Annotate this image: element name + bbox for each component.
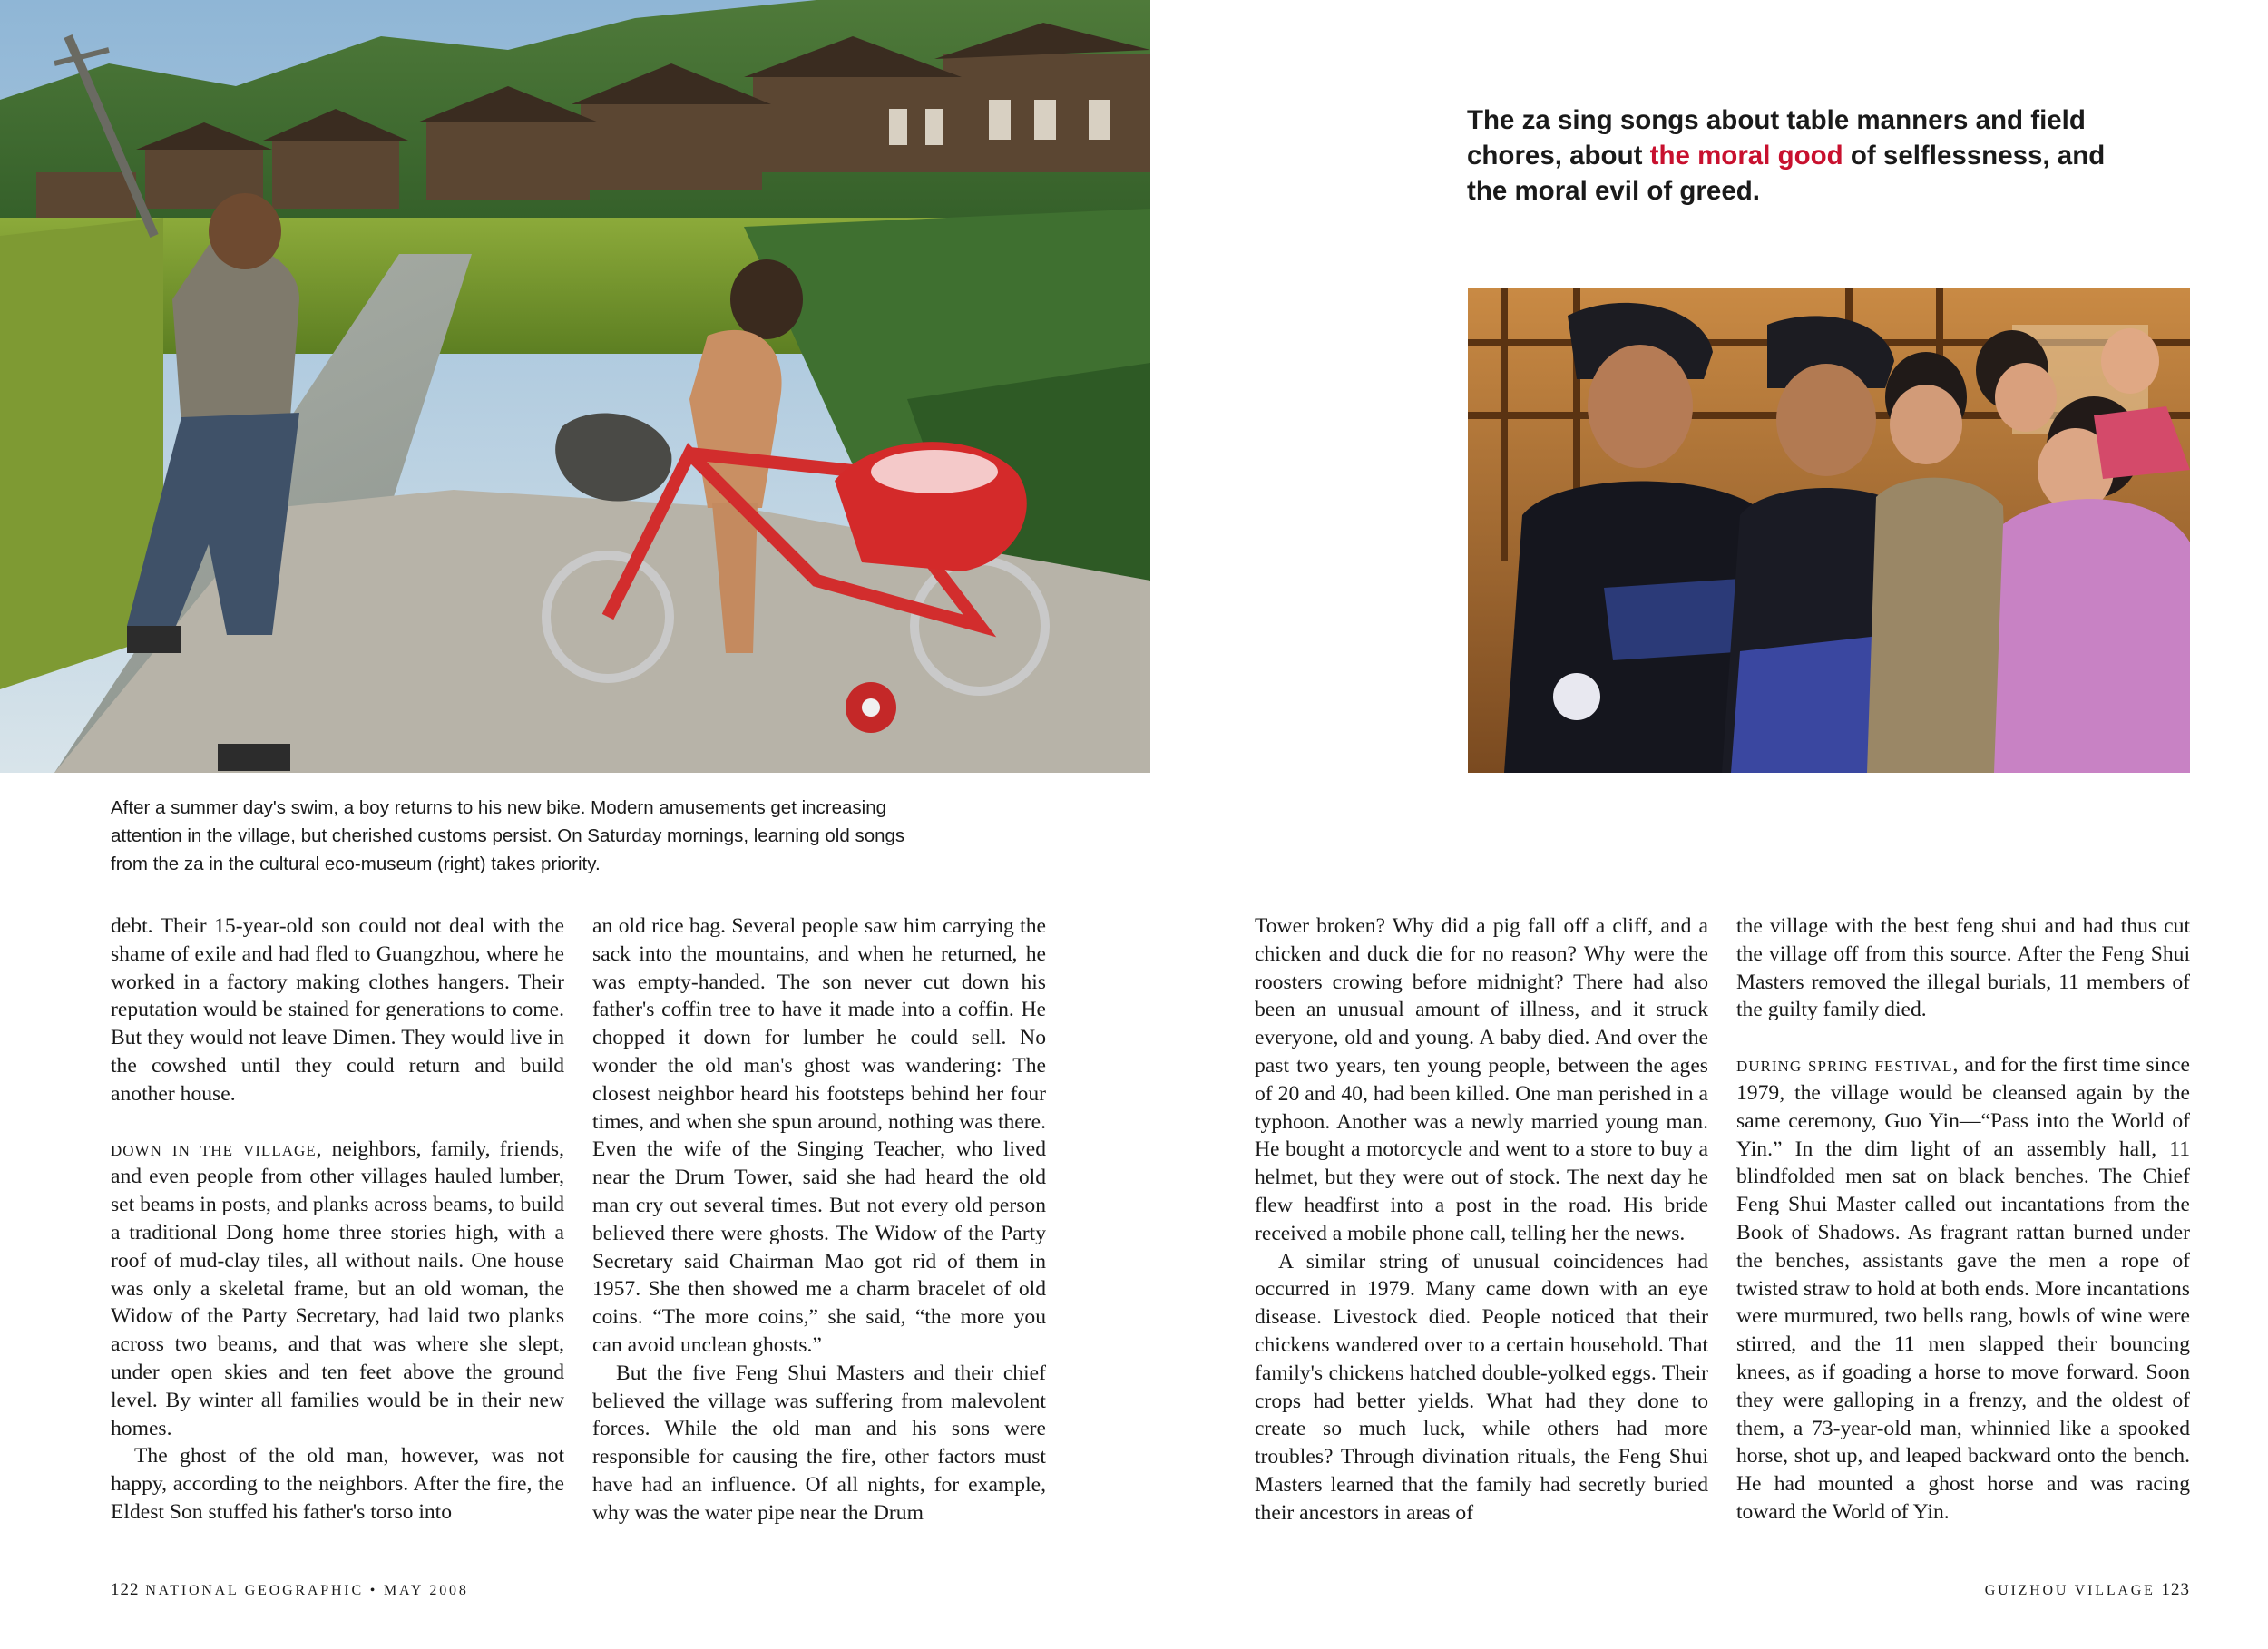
photo-boy-with-bike: [0, 0, 1150, 773]
paragraph-text: neighbors, family, friends, and even people from other villages hauled lumber, set beams in posts, and planks across beams, to build a traditional Dong home three stories high, with a roof of mud-clay tiles, all without nails. One house was only a skeletal frame, but an old woman, the Widow of the Party Secretary, had laid two planks across two beams, and that was where she slept, under open skies and ten feet above the ground level. By winter all families would be in their new homes.: [111, 1137, 564, 1440]
page-number-left: 122: [111, 1580, 140, 1599]
folio-right: [1985, 1580, 2190, 1600]
photo-boy-with-bike-art: [0, 0, 1150, 773]
photo-za-singers-art: [1468, 288, 2190, 773]
paragraph-text: and for the first time since 1979, the village would be cleansed again by the same ceremony, Guo Yin—“Pass into the World of Yin.” In the dim light of an assembly hall, 11 blindfolded men sat on black benches. The Chief Feng Shui Master called out incantations from the Book of Shadows. As fragrant rattan burned under the benches, assistants gave the men a rope of twisted straw to hold at both ends. More incantations were murmured, two bells rang, bowls of wine were stirred, and the 11 men slapped their bouncing knees, as if goading a horse to move forward. Soon they were galloping in a frenzy, and the oldest of them, a 73-year-old man, whinnied like a spooked horse, shot up, and leaped backward onto the bench. He had mounted a ghost horse and was racing toward the World of Yin.: [1736, 1053, 2190, 1524]
section-name: GUIZHOU VILLAGE: [1984, 1583, 2156, 1598]
body-column-2: [592, 912, 1046, 1527]
page-number-right: 123: [2161, 1580, 2190, 1599]
paragraph: debt. Their 15-year-old son could not deal with the shame of exile and had fled to Guangzhou, where he worked in a factory making clothes hangers. Their reputation would be stained for generations to come. But they would not leave Dimen. They would live in the cowshed until they could return and build another house.: [111, 914, 564, 1106]
body-column-3: [1255, 912, 1708, 1527]
lead-in: during spring festival,: [1736, 1053, 1960, 1078]
lead-in: down in the village,: [111, 1137, 323, 1161]
photo-za-singers: [1468, 288, 2190, 773]
paragraph: the village with the best feng shui and had thus cut the village off from this source. After the Feng Shui Masters removed the illegal burials, 11 members of the guilty family died.: [1736, 914, 2190, 1022]
paragraph: Tower broken? Why did a pig fall off a cliff, and a chicken and duck die for no reason? Why were the roosters crowing before midnight? There had also been an unusual amount of illness, and it struck everyone, old and young. A baby died. And over the past two years, ten young people, between the ages of 20 and 40, had been killed. One man perished in a typhoon. Another was a newly married young man. He bought a motorcycle and went to a store to buy a helmet, but they were out of stock. The next day he flew headfirst into a post in the road. His bride received a mobile phone call, telling her the news.: [1255, 914, 1708, 1245]
pull-quote-text-end: of selflessness, and the moral evil of greed.: [1467, 141, 2106, 206]
pull-quote: [1467, 102, 2120, 209]
body-column-4: [1736, 912, 2190, 1527]
paragraph: A similar string of unusual coincidences had occurred in 1979. Many came down with an eye disease. Livestock died. People noticed that their chickens wandered over to a certain household. That family's chickens hatched double-yolked eggs. Their crops had better yields. What had they done to create so much luck, while others had more troubles? Through divination rituals, the Feng Shui Masters learned that the family had secretly buried their ancestors in areas of: [1255, 1249, 1708, 1525]
magazine-name: NATIONAL GEOGRAPHIC: [145, 1583, 364, 1598]
issue-date: MAY 2008: [383, 1583, 469, 1598]
paragraph: an old rice bag. Several people saw him carrying the sack into the mountains, and when he returned, he was empty-handed. The son never cut down his father's coffin tree to have it made into a coffin. He chopped it down for lumber he could sell. No wonder the old man's ghost was wandering: The closest neighbor heard his footsteps behind her four times, and when she spun around, nothing was there. Even the wife of the Singing Teacher, who lived near the Drum Tower, said she had heard the old man cry out several times. But not every old person believed there were ghosts. The Widow of the Party Secretary said Chairman Mao got rid of them in 1957. She then showed me a charm bracelet of old coins. “The more coins,” she said, “the more you can avoid unclean ghosts.”: [592, 914, 1046, 1357]
paragraph-section-start: [1736, 1051, 2190, 1527]
photo-caption: After a summer day's swim, a boy returns to his new bike. Modern amusements get increasing attention in the village, but cherished customs persist. On Saturday mornings, learning old songs from the za in the cultural eco-museum (right) takes priority.: [111, 797, 905, 874]
folio-left: [111, 1580, 469, 1600]
paragraph: The ghost of the old man, however, was not happy, according to the neighbors. After the fire, the Eldest Son stuffed his father's torso into: [111, 1444, 564, 1524]
paragraph: But the five Feng Shui Masters and their chief believed the village was suffering from malevolent forces. While the old man and his sons were responsible for causing the fire, other factors must have had an influence. Of all nights, for example, why was the water pipe near the Drum: [592, 1361, 1046, 1525]
body-column-1: [111, 912, 564, 1527]
paragraph-section-start: [111, 1136, 564, 1443]
pull-quote-highlight: the moral good: [1649, 141, 1843, 171]
pull-quote-text: The za sing songs about table manners and field chores, about: [1467, 105, 2086, 171]
folio-separator: •: [369, 1583, 378, 1598]
